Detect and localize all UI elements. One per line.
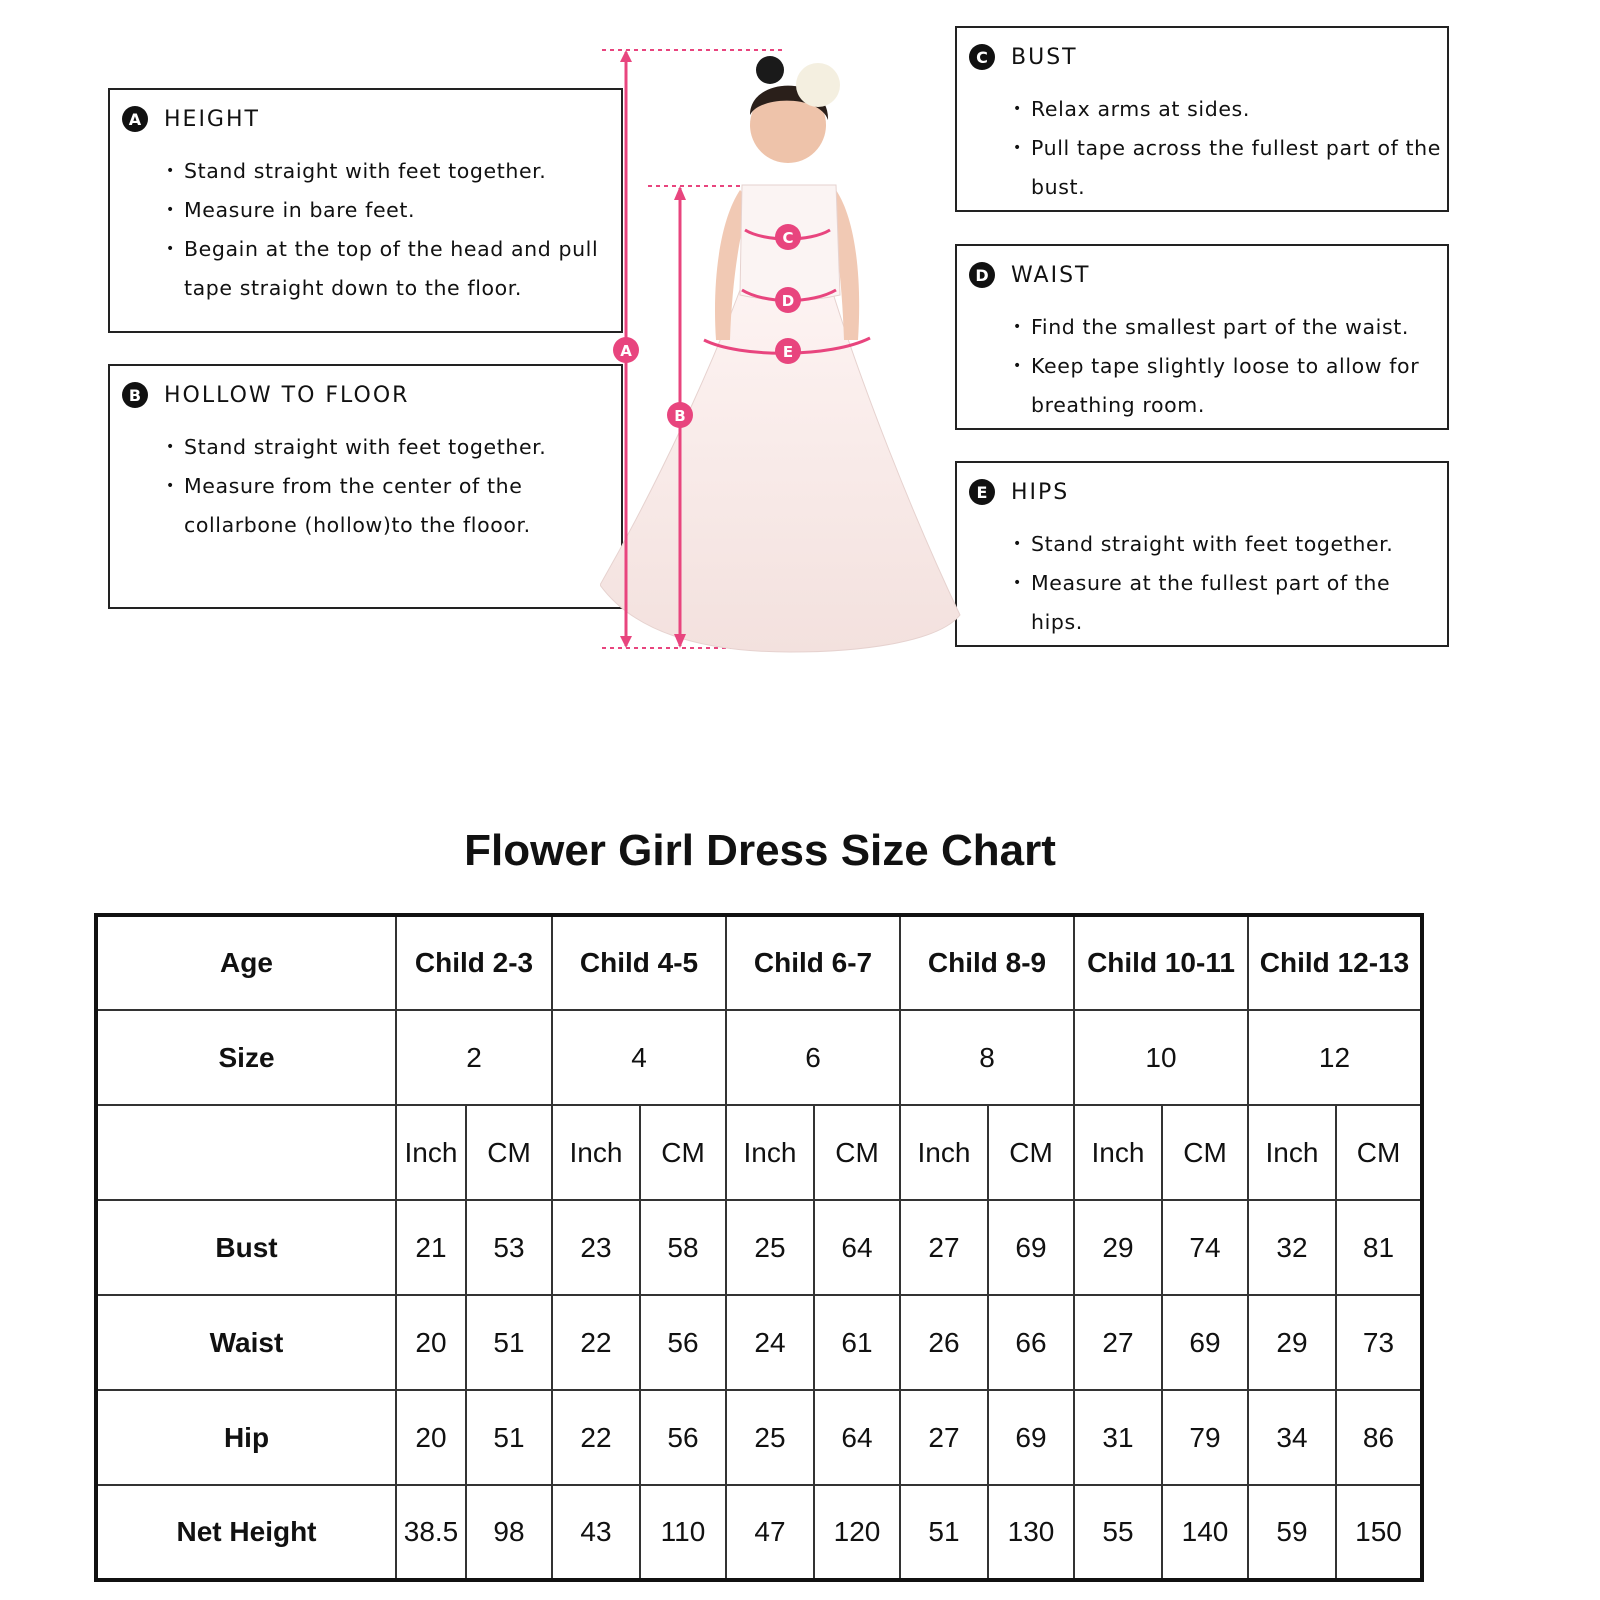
unit-cell: Inch: [726, 1105, 814, 1200]
table-cell: 66: [988, 1295, 1074, 1390]
age-cell: Child 8-9: [900, 915, 1074, 1010]
table-cell: 27: [1074, 1295, 1162, 1390]
age-label: Age: [96, 915, 396, 1010]
table-cell: 22: [552, 1295, 640, 1390]
bust-bullets: [1013, 90, 1447, 207]
bullet-item: • Keep tape slightly loose to allow for breathing room.: [1013, 347, 1447, 425]
height-arrow-top: [620, 50, 632, 62]
table-cell: 56: [640, 1390, 726, 1485]
table-cell: 64: [814, 1200, 900, 1295]
hips-instructions-box: [955, 461, 1449, 647]
age-cell: Child 12-13: [1248, 915, 1422, 1010]
waist-row-label: Waist: [96, 1295, 396, 1390]
bust-instructions-box: [955, 26, 1449, 212]
unit-cell: Inch: [1074, 1105, 1162, 1200]
hips-title: HIPS: [1011, 479, 1070, 505]
bullet-item: • Stand straight with feet together.: [166, 428, 621, 467]
table-cell: 32: [1248, 1200, 1336, 1295]
waist-title: WAIST: [1011, 262, 1091, 288]
marker-e-label: E: [782, 343, 794, 361]
table-cell: 51: [900, 1485, 988, 1580]
table-cell: 53: [466, 1200, 552, 1295]
table-cell: 120: [814, 1485, 900, 1580]
marker-a-label: A: [620, 342, 632, 360]
unit-cell: Inch: [1248, 1105, 1336, 1200]
bullet-item: • Measure from the center of the collarbone (hollow)to the flooor.: [166, 467, 621, 545]
height-instructions-box: [108, 88, 623, 333]
marker-d: [775, 287, 801, 313]
table-cell: 31: [1074, 1390, 1162, 1485]
waist-instructions-box: [955, 244, 1449, 430]
size-cell: 6: [726, 1010, 900, 1105]
height-title: HEIGHT: [164, 106, 260, 132]
table-cell: 43: [552, 1485, 640, 1580]
unit-cell: Inch: [396, 1105, 466, 1200]
bullet-item: • Stand straight with feet together.: [166, 152, 621, 191]
net-height-row: [96, 1485, 1422, 1580]
bullet-item: • Find the smallest part of the waist.: [1013, 308, 1447, 347]
marker-b-label: B: [674, 407, 686, 425]
unit-cell: CM: [988, 1105, 1074, 1200]
age-cell: Child 6-7: [726, 915, 900, 1010]
hip-row-label: Hip: [96, 1390, 396, 1485]
marker-a: [613, 337, 639, 363]
bullet-item: • Measure in bare feet.: [166, 191, 621, 230]
unit-cell: CM: [1162, 1105, 1248, 1200]
hollow-title: HOLLOW TO FLOOR: [164, 382, 410, 408]
bust-title: BUST: [1011, 44, 1078, 70]
table-cell: 74: [1162, 1200, 1248, 1295]
table-cell: 64: [814, 1390, 900, 1485]
size-cell: 8: [900, 1010, 1074, 1105]
table-cell: 58: [640, 1200, 726, 1295]
hair-flower: [796, 63, 840, 107]
bullet-item: • Pull tape across the fullest part of the bust.: [1013, 129, 1447, 207]
age-cell: Child 10-11: [1074, 915, 1248, 1010]
table-cell: 73: [1336, 1295, 1422, 1390]
hollow-arrow-bottom: [674, 634, 686, 648]
table-cell: 140: [1162, 1485, 1248, 1580]
age-cell: Child 4-5: [552, 915, 726, 1010]
table-cell: 29: [1074, 1200, 1162, 1295]
marker-a-badge: A: [122, 106, 148, 132]
waist-row: [96, 1295, 1422, 1390]
unit-cell: CM: [640, 1105, 726, 1200]
table-cell: 25: [726, 1200, 814, 1295]
age-cell: Child 2-3: [396, 915, 552, 1010]
table-cell: 51: [466, 1390, 552, 1485]
table-cell: 25: [726, 1390, 814, 1485]
unit-cell: CM: [1336, 1105, 1422, 1200]
table-cell: 47: [726, 1485, 814, 1580]
size-cell: 12: [1248, 1010, 1422, 1105]
waist-bullets: [1013, 308, 1447, 425]
table-cell: 26: [900, 1295, 988, 1390]
table-cell: 38.5: [396, 1485, 466, 1580]
table-cell: 61: [814, 1295, 900, 1390]
hollow-to-floor-instructions-box: [108, 364, 623, 609]
table-cell: 20: [396, 1390, 466, 1485]
marker-d-label: D: [781, 292, 795, 310]
table-cell: 21: [396, 1200, 466, 1295]
bullet-item: • Measure at the fullest part of the hips.: [1013, 564, 1447, 642]
height-arrow-bottom: [620, 636, 632, 648]
table-cell: 86: [1336, 1390, 1422, 1485]
unit-cell: CM: [466, 1105, 552, 1200]
table-cell: 69: [988, 1390, 1074, 1485]
bullet-item: • Begain at the top of the head and pull tape straight down to the floor.: [166, 230, 621, 308]
table-cell: 59: [1248, 1485, 1336, 1580]
table-cell: 20: [396, 1295, 466, 1390]
table-cell: 110: [640, 1485, 726, 1580]
net-height-row-label: Net Height: [96, 1485, 396, 1580]
table-cell: 55: [1074, 1485, 1162, 1580]
marker-c-label: C: [782, 229, 794, 247]
table-cell: 34: [1248, 1390, 1336, 1485]
unit-row-blank: [96, 1105, 396, 1200]
unit-cell: Inch: [552, 1105, 640, 1200]
bullet-item: • Relax arms at sides.: [1013, 90, 1447, 129]
hollow-arrow-top: [674, 186, 686, 200]
unit-cell: Inch: [900, 1105, 988, 1200]
girl-dress-figure: [600, 40, 1000, 680]
marker-b-badge: B: [122, 382, 148, 408]
size-cell: 4: [552, 1010, 726, 1105]
bust-row-label: Bust: [96, 1200, 396, 1295]
marker-c: [775, 224, 801, 250]
hollow-bullets: [166, 428, 621, 545]
hips-bullets: [1013, 525, 1447, 642]
table-cell: 27: [900, 1200, 988, 1295]
marker-b: [667, 402, 693, 428]
unit-cell: CM: [814, 1105, 900, 1200]
table-cell: 150: [1336, 1485, 1422, 1580]
size-chart-title: Flower Girl Dress Size Chart: [464, 826, 1056, 875]
marker-d-badge: D: [969, 262, 995, 288]
table-cell: 69: [1162, 1295, 1248, 1390]
table-cell: 98: [466, 1485, 552, 1580]
table-cell: 23: [552, 1200, 640, 1295]
table-cell: 24: [726, 1295, 814, 1390]
marker-c-badge: C: [969, 44, 995, 70]
unit-row: [96, 1105, 1422, 1200]
hair-bow: [756, 56, 784, 84]
table-cell: 51: [466, 1295, 552, 1390]
table-cell: 56: [640, 1295, 726, 1390]
bust-row: [96, 1200, 1422, 1295]
size-cell: 10: [1074, 1010, 1248, 1105]
table-cell: 69: [988, 1200, 1074, 1295]
age-row: [96, 915, 1422, 1010]
table-cell: 79: [1162, 1390, 1248, 1485]
table-cell: 29: [1248, 1295, 1336, 1390]
table-cell: 130: [988, 1485, 1074, 1580]
table-cell: 81: [1336, 1200, 1422, 1295]
height-bullets: [166, 152, 621, 308]
size-row: [96, 1010, 1422, 1105]
hip-row: [96, 1390, 1422, 1485]
size-chart-table: [94, 913, 1424, 1582]
bullet-item: • Stand straight with feet together.: [1013, 525, 1447, 564]
table-cell: 22: [552, 1390, 640, 1485]
marker-e: [775, 338, 801, 364]
table-cell: 27: [900, 1390, 988, 1485]
size-label: Size: [96, 1010, 396, 1105]
size-cell: 2: [396, 1010, 552, 1105]
marker-e-badge: E: [969, 479, 995, 505]
